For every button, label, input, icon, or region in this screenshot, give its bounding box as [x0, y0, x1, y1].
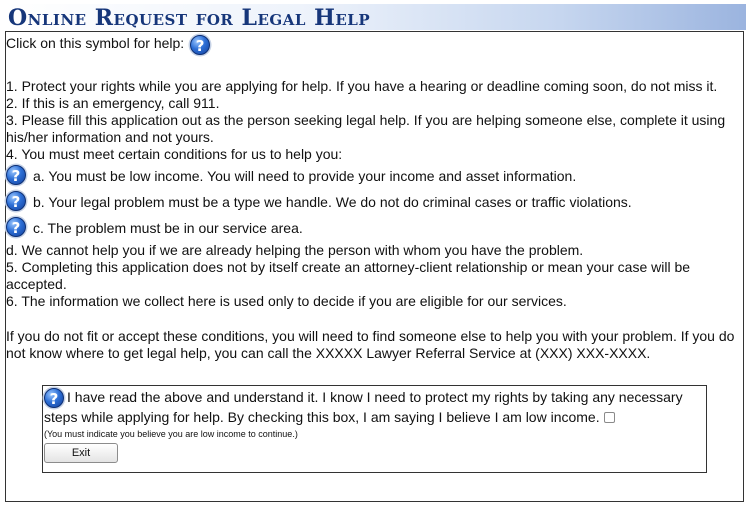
condition-a	[6, 165, 742, 185]
page-title: Online Request for Legal Help	[8, 5, 371, 31]
acknowledgement-text: I have read the above and understand it. I know I need to protect my rights by taking any necessary steps while applying for help. By checking this box, I am saying I believe I am low income.	[44, 389, 683, 425]
acknowledgement-note: (You must indicate you believe you are low income to continue.)	[44, 429, 298, 439]
condition-c-text: c. The problem must be in our service area.	[33, 220, 303, 236]
acknowledgement-box	[42, 385, 707, 473]
rule-2: 2. If this is an emergency, call 911.	[6, 95, 220, 111]
question-mark-help-icon[interactable]: ?	[6, 165, 26, 185]
help-instruction	[6, 35, 210, 55]
condition-c	[6, 217, 742, 237]
title-bar	[4, 4, 746, 30]
condition-d: d. We cannot help you if we are already helping the person with whom you have the problem.	[6, 242, 584, 258]
closing-paragraph: If you do not fit or accept these conditions, you will need to find someone else to help you with your problem. If you do not know where to get legal help, you can call the XXXXX Lawyer Referral Service at (XXX) XXX-XXXX.	[6, 328, 735, 361]
question-mark-help-icon[interactable]: ?	[6, 217, 26, 237]
acknowledgement-statement	[44, 388, 704, 426]
help-instruction-text: Click on this symbol for help:	[6, 35, 185, 51]
rule-1: 1. Protect your rights while you are applying for help. If you have a hearing or deadline coming soon, do not miss it.	[6, 78, 718, 94]
condition-a-text: a. You must be low income. You will need to provide your income and asset information.	[33, 168, 577, 184]
rule-5: 5. Completing this application does not by itself create an attorney-client relationship or mean your case will be accepted.	[6, 259, 691, 292]
question-mark-help-icon[interactable]: ?	[190, 35, 210, 55]
rule-6: 6. The information we collect here is used only to decide if you are eligible for our services.	[6, 293, 567, 309]
question-mark-help-icon[interactable]: ?	[6, 191, 26, 211]
low-income-checkbox[interactable]	[604, 412, 615, 423]
rule-4: 4. You must meet certain conditions for us to help you:	[6, 146, 343, 162]
condition-b	[6, 191, 742, 211]
question-mark-help-icon[interactable]: ?	[44, 388, 64, 408]
rule-3: 3. Please fill this application out as the person seeking legal help. If you are helping someone else, complete it using his/her information and not yours.	[6, 112, 726, 145]
exit-button[interactable]: Exit	[44, 443, 118, 463]
condition-b-text: b. Your legal problem must be a type we handle. We do not do criminal cases or traffic violations.	[33, 194, 632, 210]
